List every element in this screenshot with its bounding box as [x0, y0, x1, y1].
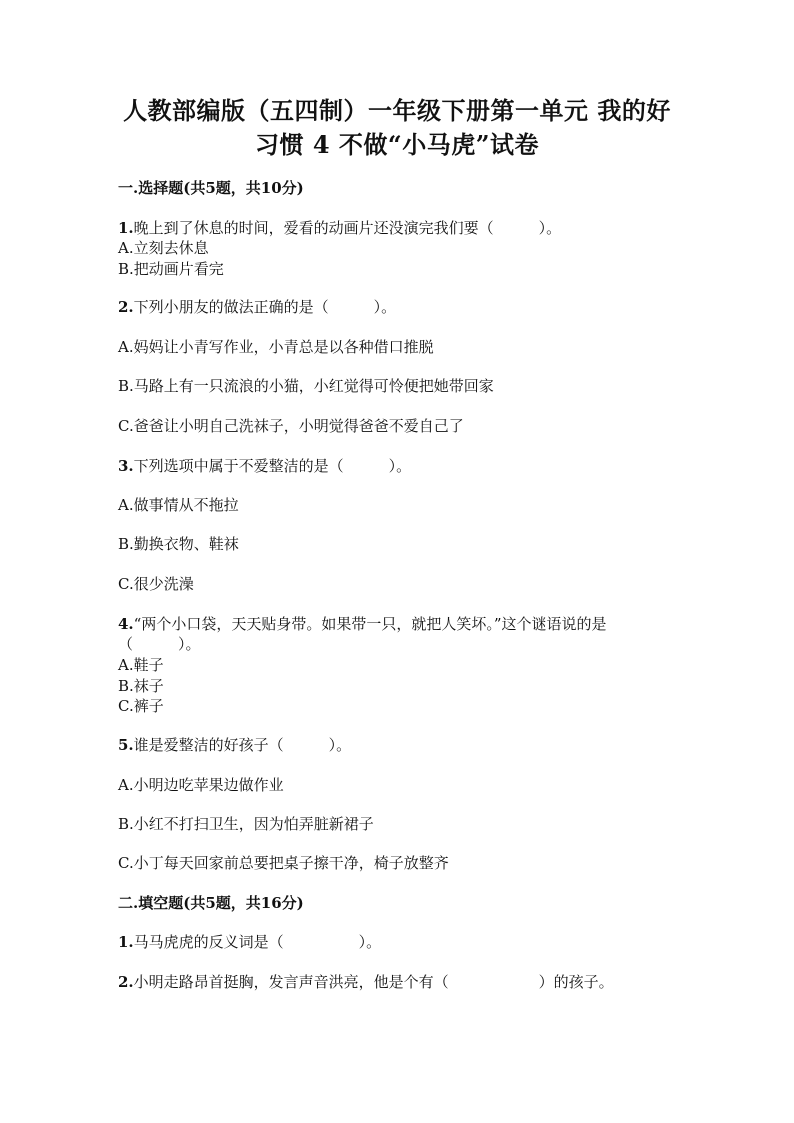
q2-option-b: B.马路上有一只流浪的小猫，小红觉得可怜便把她带回家 — [118, 377, 494, 395]
q4-option-c: C.裤子 — [118, 697, 164, 715]
exam-title-line-1: 人教部编版（五四制）一年级下册第一单元 我的好 — [123, 96, 671, 125]
exam-title-line-2: 习惯 4 不做“小马虎”试卷 — [254, 130, 540, 159]
q1-option-a: A.立刻去休息 — [118, 239, 209, 257]
q5-option-b: B.小红不打扫卫生，因为怕弄脏新裙子 — [118, 815, 374, 833]
question-text: 谁是爱整洁的好孩子（ ）。 — [133, 736, 352, 754]
q2-option-a: A.妈妈让小青写作业，小青总是以各种借口推脱 — [118, 338, 434, 356]
fill-question-2 — [118, 972, 614, 992]
question-number: 2. — [118, 298, 134, 316]
q5-option-c: C.小丁每天回家前总要把桌子擦干净，椅子放整齐 — [118, 854, 449, 872]
q3-option-a: A.做事情从不拖拉 — [118, 496, 239, 514]
fill-question-1 — [118, 932, 381, 952]
question-number: 5. — [118, 736, 134, 754]
question-text: 下列选项中属于不爱整洁的是（ ）。 — [133, 457, 412, 475]
question-2 — [118, 297, 396, 317]
section-heading-fill-blank: 二.填空题(共5题，共16分) — [118, 894, 304, 912]
section-heading-choice: 一.选择题(共5题，共10分) — [118, 179, 304, 197]
q1-option-b: B.把动画片看完 — [118, 260, 224, 278]
question-1 — [118, 218, 561, 238]
question-text: 小明走路昂首挺胸，发言声音洪亮，他是个有（ ）的孩子。 — [133, 973, 614, 991]
question-text: 晚上到了休息的时间，爱看的动画片还没演完我们要（ ）。 — [133, 219, 562, 237]
q3-option-b: B.勤换衣物、鞋袜 — [118, 535, 239, 553]
q3-option-c: C.很少洗澡 — [118, 575, 194, 593]
q4-option-b: B.袜子 — [118, 677, 164, 695]
question-text: 下列小朋友的做法正确的是（ ）。 — [133, 298, 397, 316]
q4-option-a: A.鞋子 — [118, 656, 164, 674]
question-number: 4. — [118, 615, 134, 633]
question-text: “两个小口袋，天天贴身带。如果带一只，就把人笑坏。”这个谜语说的是 — [133, 615, 607, 633]
question-number: 3. — [118, 457, 134, 475]
question-4-continued: （ ）。 — [118, 635, 201, 653]
question-number: 1. — [118, 219, 134, 237]
question-number: 2. — [118, 973, 134, 991]
question-text: 马马虎虎的反义词是（ ）。 — [133, 933, 382, 951]
question-3 — [118, 456, 411, 476]
question-5 — [118, 735, 351, 755]
q2-option-c: C.爸爸让小明自己洗袜子，小明觉得爸爸不爱自己了 — [118, 417, 464, 435]
question-4 — [118, 614, 607, 634]
q5-option-a: A.小明边吃苹果边做作业 — [118, 776, 284, 794]
question-number: 1. — [118, 933, 134, 951]
